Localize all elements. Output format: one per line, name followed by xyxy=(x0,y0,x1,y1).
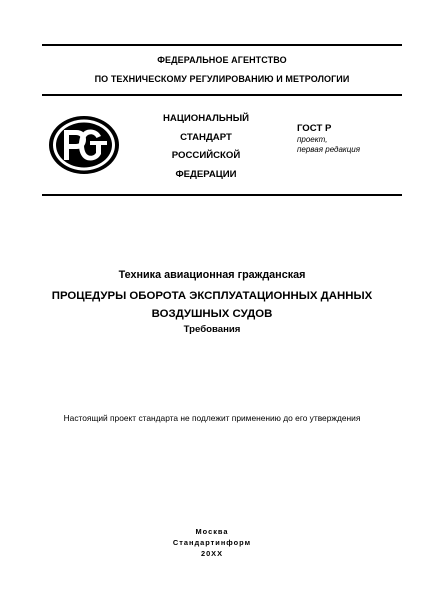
draft-status-line-1: проект, xyxy=(297,135,328,144)
national-line-3: РОССИЙСКОЙ xyxy=(171,150,241,161)
draft-notice: Настоящий проект стандарта не подлежит применению до его утверждения xyxy=(63,413,361,423)
national-line-2: СТАНДАРТ xyxy=(180,131,232,143)
draft-status-line-2: первая редакция xyxy=(297,145,360,154)
standard-designation xyxy=(297,123,387,155)
national-line-4: ФЕДЕРАЦИИ xyxy=(175,168,237,180)
document-subtitle: Требования xyxy=(183,324,241,335)
agency-name-line-2: ПО ТЕХНИЧЕСКОМУ РЕГУЛИРОВАНИЮ И МЕТРОЛОГИИ xyxy=(94,74,350,84)
imprint xyxy=(160,526,264,559)
imprint-publisher: Стандартинформ xyxy=(172,538,252,547)
standard-block-rule xyxy=(42,194,402,196)
gost-r-logo-icon xyxy=(46,114,122,176)
agency-rule xyxy=(42,94,402,96)
document-title-line-2: ВОЗДУШНЫХ СУДОВ xyxy=(151,308,273,320)
national-standard-label xyxy=(140,110,272,184)
imprint-city: Москва xyxy=(195,527,229,536)
imprint-year: 20ХХ xyxy=(200,549,224,558)
agency-name-line-1: ФЕДЕРАЛЬНОЕ АГЕНТСТВО xyxy=(157,55,287,65)
document-title xyxy=(20,287,404,323)
top-rule xyxy=(42,44,402,46)
gost-code: ГОСТ Р xyxy=(297,123,332,134)
document-subject: Техника авиационная гражданская xyxy=(118,269,306,281)
national-line-1: НАЦИОНАЛЬНЫЙ xyxy=(162,113,250,124)
document-title-line-1: ПРОЦЕДУРЫ ОБОРОТА ЭКСПЛУАТАЦИОННЫХ ДАННЫХ xyxy=(51,290,373,302)
